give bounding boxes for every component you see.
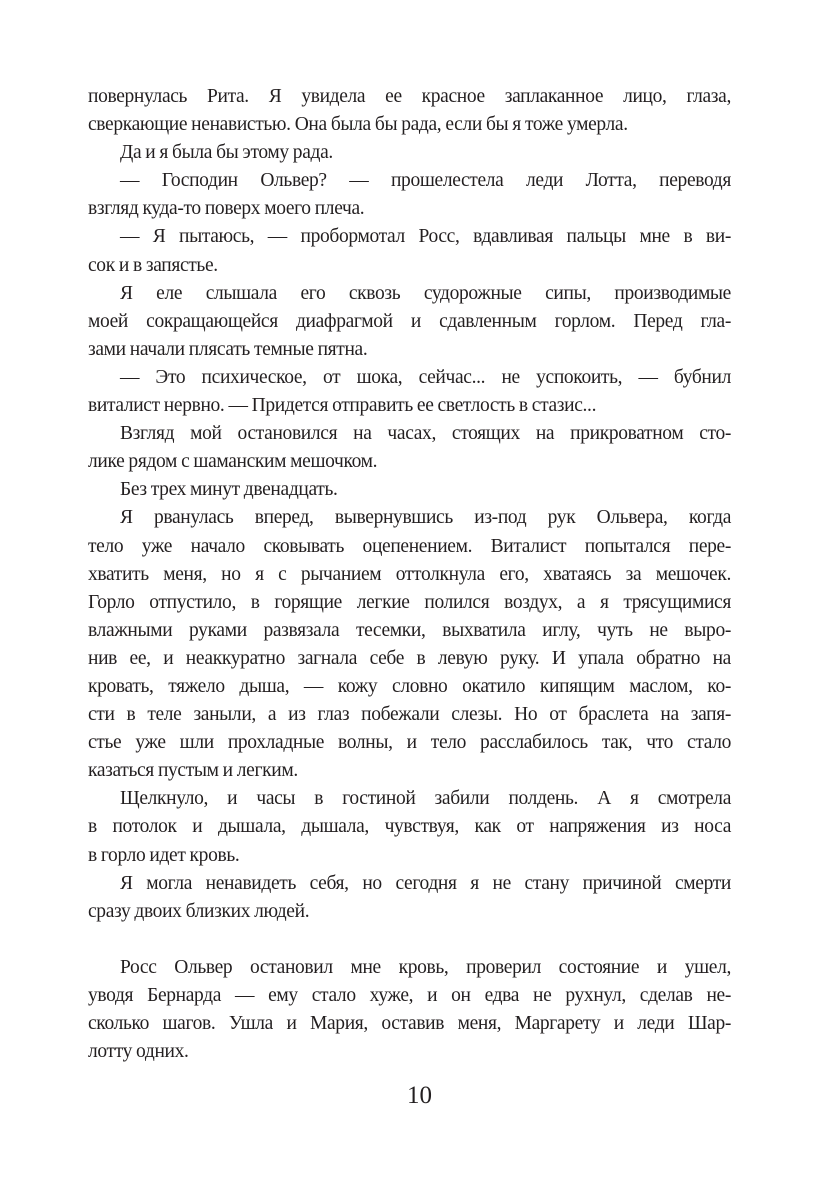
paragraph — [88, 476, 731, 504]
body-text — [88, 83, 731, 1066]
page-number: 10 — [407, 1082, 432, 1109]
text-line: уводя Бернарда — ему стало хуже, и он едва не рухнул, сделав не- — [88, 984, 731, 1006]
text-line: казаться пустым и легким. — [88, 760, 298, 782]
paragraph — [88, 420, 731, 476]
text-line: повернулась Рита. Я увидела ее красное заплаканное лицо, глаза, — [88, 86, 731, 107]
text-line: взгляд куда-то поверх моего плеча. — [88, 198, 365, 220]
text-line: — Господин Ольвер? — прошелестела леди Лотта, переводя — [120, 170, 731, 192]
paragraph — [88, 364, 731, 420]
text-line: в горло идет кровь. — [88, 844, 240, 866]
text-line: Росс Ольвер остановил мне кровь, проверил состояние и ушел, — [120, 956, 731, 978]
paragraph — [88, 870, 731, 926]
text-line: сколько шагов. Ушла и Мария, оставив меня, Маргарету и леди Шар- — [88, 1013, 731, 1034]
text-line: — Я пытаюсь, — пробормотал Росс, вдавливая пальцы мне в ви- — [120, 226, 731, 248]
text-line: Я еле слышала его сквозь судорожные сипы, производимые — [120, 282, 731, 304]
text-line: хватить меня, но я с рычанием оттолкнула его, хватаясь за мешочек. — [88, 563, 731, 585]
text-line: виталист нервно. — Придется отправить ее светлость в стазис... — [88, 395, 597, 417]
text-line: Взгляд мой остановился на часах, стоящих на прикроватном сто- — [120, 423, 731, 445]
text-line: Щелкнуло, и часы в гостиной забили полдень. А я смотрела — [120, 788, 731, 810]
text-line: тело уже начало сковывать оцепенением. Виталист попытался пере- — [88, 535, 731, 557]
text-line: зами начали плясать темные пятна. — [88, 338, 368, 360]
text-line: Я рванулась вперед, вывернувшись из-под рук Ольвера, когда — [120, 507, 731, 529]
text-line: сразу двоих близких людей. — [88, 900, 310, 922]
text-line: Да и я была бы этому рада. — [120, 142, 333, 164]
text-line: кровать, тяжело дыша, — кожу словно окатило кипящим маслом, ко- — [88, 675, 731, 697]
text-line: лике рядом с шаманским мешочком. — [88, 451, 378, 473]
text-line: лотту одних. — [88, 1041, 189, 1063]
text-line: — Это психическое, от шока, сейчас... не успокоить, — бубнил — [120, 366, 731, 388]
text-line: Горло отпустило, в горящие легкие полился воздух, а я трясущимися — [88, 591, 731, 613]
paragraph — [88, 504, 731, 785]
paragraph — [88, 954, 731, 1066]
section-break — [88, 926, 731, 954]
text-line: влажными руками развязала тесемки, выхватила иглу, чуть не выро- — [88, 619, 731, 641]
text-line: сти в теле заныли, а из глаз побежали слезы. Но от браслета на запя- — [88, 704, 731, 726]
paragraph — [88, 223, 731, 279]
paragraph — [88, 167, 731, 223]
paragraph — [88, 83, 731, 139]
text-line: Я могла ненавидеть себя, но сегодня я не стану причиной смерти — [120, 872, 731, 894]
paragraph — [88, 139, 731, 167]
text-line: сверкающие ненавистью. Она была бы рада, если бы я тоже умерла. — [88, 114, 628, 136]
text-line: нив ее, и неаккуратно загнала себе в левую руку. И упала обратно на — [88, 647, 731, 669]
text-line: моей сокращающейся диафрагмой и сдавленным горлом. Перед гла- — [88, 310, 731, 332]
paragraph — [88, 785, 731, 869]
paragraph — [88, 280, 731, 364]
text-line: в потолок и дышала, дышала, чувствуя, как от напряжения из носа — [88, 816, 731, 838]
text-line: стье уже шли прохладные волны, и тело расслабилось так, что стало — [88, 732, 731, 754]
text-line: Без трех минут двенадцать. — [120, 479, 338, 501]
text-line: сок и в запястье. — [88, 254, 218, 276]
